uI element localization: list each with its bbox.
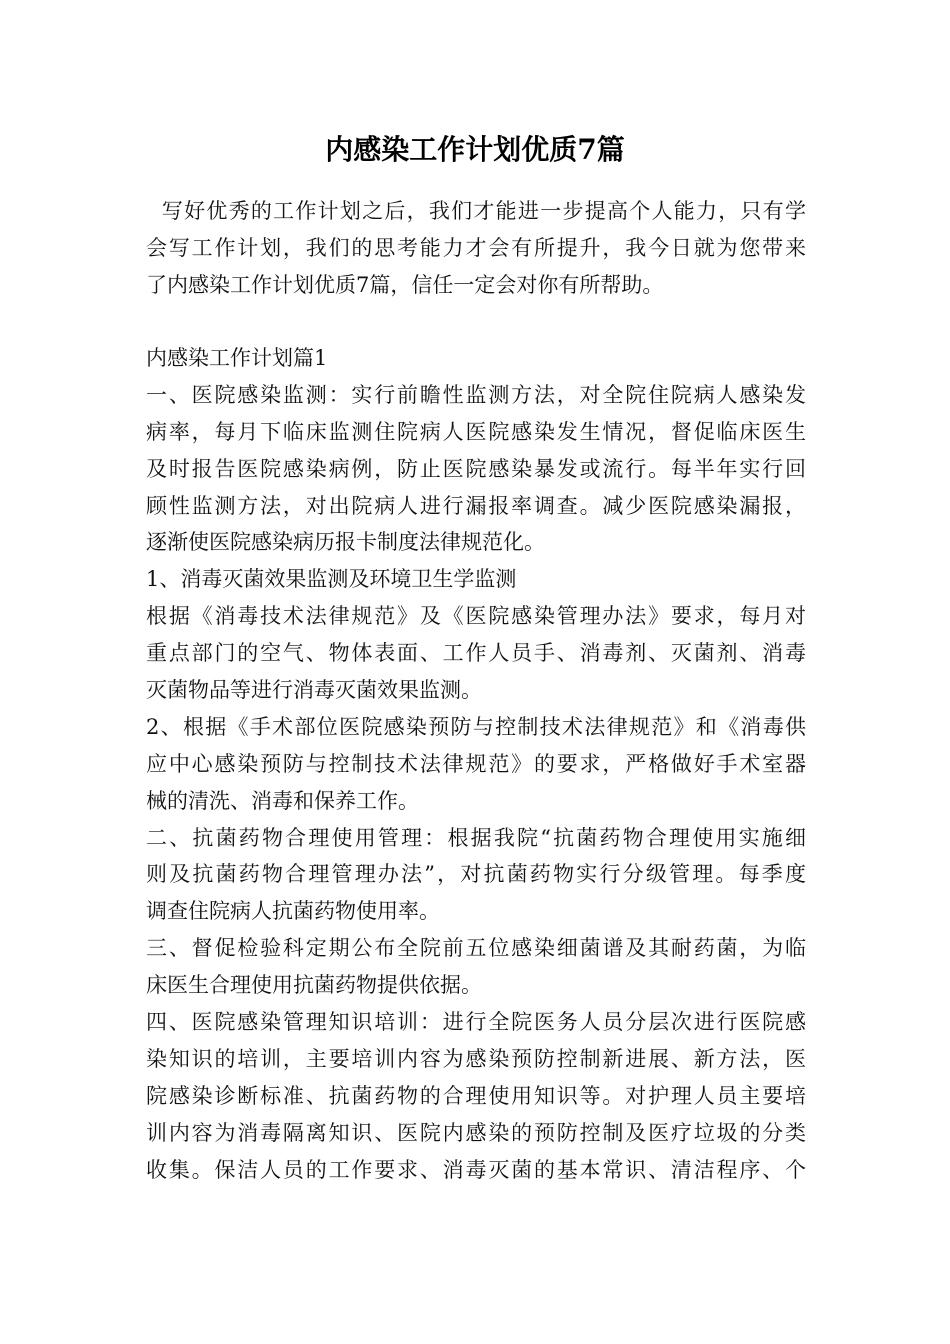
content-line: 2、根据《手术部位医院感染预防与控制技术法律规范》和《消毒供 bbox=[146, 714, 806, 739]
document-content bbox=[146, 340, 806, 1188]
content-line: 灭菌物品等进行消毒灭菌效果监测。 bbox=[146, 678, 482, 703]
document-title: 内感染工作计划优质7篇 bbox=[325, 133, 625, 166]
content-line: 三、督促检验科定期公布全院前五位感染细菌谱及其耐药菌，为临 bbox=[146, 936, 806, 961]
content-line: 染知识的培训，主要培训内容为感染预防控制新进展、新方法，医 bbox=[146, 1046, 806, 1071]
section-heading: 内感染工作计划篇1 bbox=[146, 346, 328, 370]
intro-paragraph bbox=[146, 193, 806, 304]
content-line: 床医生合理使用抗菌药物提供依据。 bbox=[146, 973, 482, 998]
content-line: 顾性监测方法，对出院病人进行漏报率调查。减少医院感染漏报， bbox=[146, 493, 806, 518]
content-line: 一、医院感染监测：实行前瞻性监测方法，对全院住院病人感染发 bbox=[146, 382, 806, 407]
content-line: 训内容为消毒隔离知识、医院内感染的预防控制及医疗垃圾的分类 bbox=[146, 1120, 806, 1145]
intro-line: 会写工作计划，我们的思考能力才会有所提升，我今日就为您带来 bbox=[146, 235, 806, 260]
content-line: 逐渐使医院感染病历报卡制度法律规范化。 bbox=[146, 530, 545, 555]
content-line: 二、抗菌药物合理使用管理：根据我院“抗菌药物合理使用实施细 bbox=[146, 825, 806, 850]
content-line: 应中心感染预防与控制技术法律规范》的要求，严格做好手术室器 bbox=[146, 751, 806, 776]
content-line: 调查住院病人抗菌药物使用率。 bbox=[146, 899, 440, 924]
content-line: 收集。保洁人员的工作要求、消毒灭菌的基本常识、清洁程序、个 bbox=[146, 1157, 806, 1182]
content-line: 械的清洗、消毒和保养工作。 bbox=[146, 788, 419, 813]
content-line: 院感染诊断标准、抗菌药物的合理使用知识等。对护理人员主要培 bbox=[146, 1083, 806, 1108]
content-line: 则及抗菌药物合理管理办法”，对抗菌药物实行分级管理。每季度 bbox=[146, 862, 806, 887]
content-line: 1、消毒灭菌效果监测及环境卫生学监测 bbox=[146, 567, 517, 592]
intro-line: 了内感染工作计划优质7篇，信任一定会对你有所帮助。 bbox=[146, 272, 664, 297]
content-line: 四、医院感染管理知识培训：进行全院医务人员分层次进行医院感 bbox=[146, 1010, 806, 1035]
content-line: 及时报告医院感染病例，防止医院感染暴发或流行。每半年实行回 bbox=[146, 456, 806, 481]
content-line: 重点部门的空气、物体表面、工作人员手、消毒剂、灭菌剂、消毒 bbox=[146, 641, 806, 666]
intro-line: 写好优秀的工作计划之后，我们才能进一步提高个人能力，只有学 bbox=[146, 199, 806, 223]
content-line: 病率，每月下临床监测住院病人医院感染发生情况，督促临床医生 bbox=[146, 419, 806, 444]
content-line: 根据《消毒技术法律规范》及《医院感染管理办法》要求，每月对 bbox=[146, 604, 806, 629]
